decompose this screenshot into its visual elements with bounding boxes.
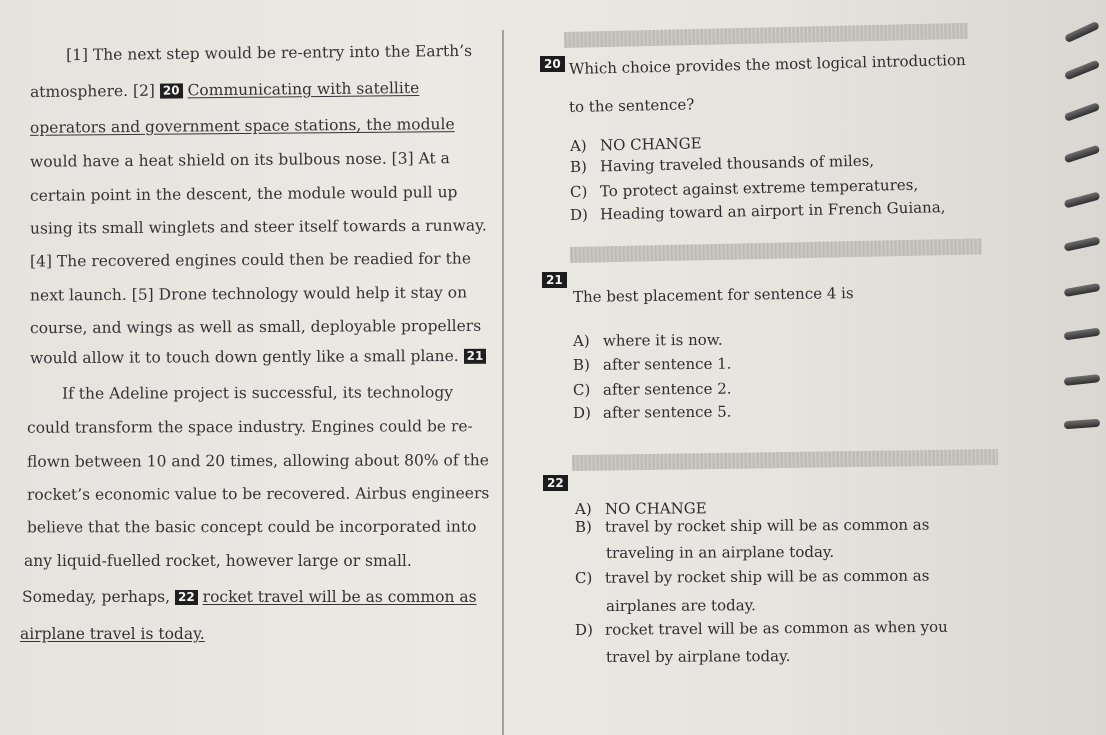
answer-option-a[interactable]: A) where it is now. xyxy=(572,330,723,350)
passage-line: would allow it to touch down gently like a small plane. 21 xyxy=(30,347,486,367)
answer-option-b[interactable]: B) Having traveled thousands of miles, xyxy=(569,151,875,176)
passage-line: would have a heat shield on its bulbous nose. [3] At a xyxy=(29,149,450,171)
reading-passage xyxy=(0,0,500,735)
answer-option-d[interactable]: D) Heading toward an airport in French Guiana, xyxy=(569,198,946,224)
answer-option-c[interactable]: C) travel by rocket ship will be as common as xyxy=(574,566,930,587)
answer-option-b[interactable]: B) travel by rocket ship will be as common as xyxy=(574,515,930,536)
passage-line: any liquid-fuelled rocket, however large or small. xyxy=(24,552,412,570)
answer-option-d[interactable]: D) rocket travel will be as common as when you xyxy=(574,617,948,639)
passage-line: [4] The recovered engines could then be readied for the xyxy=(29,249,472,271)
binding-ring xyxy=(1064,374,1101,386)
answer-option-b-cont: traveling in an airplane today. xyxy=(605,542,835,562)
passage-line: If the Adeline project is successful, its technology xyxy=(61,383,454,403)
answer-option-a[interactable]: A) NO CHANGE xyxy=(574,499,707,518)
question-prompt: to the sentence? xyxy=(568,95,695,116)
passage-line: rocket’s economic value to be recovered. Airbus engineers xyxy=(26,484,490,504)
question-header-bar xyxy=(572,449,998,471)
question-prompt: Which choice provides the most logical introduction xyxy=(568,51,966,78)
passage-line: believe that the basic concept could be incorporated into xyxy=(26,517,477,537)
question-header-bar xyxy=(564,23,968,48)
binding-ring xyxy=(1064,283,1101,297)
question-marker-22[interactable]: 22 xyxy=(175,590,198,605)
answer-option-d-cont: travel by airplane today. xyxy=(605,647,791,666)
question-number-21: 21 xyxy=(542,272,567,288)
passage-line: using its small winglets and steer itself towards a runway. xyxy=(29,216,487,238)
binding-ring xyxy=(1064,328,1101,341)
question-number-22: 22 xyxy=(543,475,568,491)
underlined-text-22-cont[interactable]: airplane travel is today. xyxy=(20,625,205,643)
passage-line: atmosphere. [2] 20 Communicating with satellite xyxy=(29,78,420,102)
answer-option-c[interactable]: C) To protect against extreme temperatures, xyxy=(569,175,919,201)
answer-option-c-cont: airplanes are today. xyxy=(605,596,756,615)
question-marker-20[interactable]: 20 xyxy=(160,83,183,98)
answer-option-d[interactable]: D) after sentence 5. xyxy=(572,402,732,422)
underlined-text-20-cont[interactable]: operators and government space stations, the module xyxy=(29,115,455,137)
underlined-text-20[interactable]: Communicating with satellite xyxy=(187,78,420,100)
passage-line: certain point in the descent, the module would pull up xyxy=(29,183,458,205)
question-header-bar xyxy=(570,238,982,263)
passage-line: course, and wings as well as small, deployable propellers xyxy=(29,316,482,338)
answer-option-a[interactable]: A) NO CHANGE xyxy=(569,134,702,155)
answer-option-c[interactable]: C) after sentence 2. xyxy=(572,379,732,399)
spiral-binding xyxy=(1056,0,1106,735)
passage-line: [1] The next step would be re-entry into the Earth’s xyxy=(65,41,473,65)
underlined-text-22[interactable]: rocket travel will be as common as xyxy=(202,588,477,606)
binding-ring xyxy=(1064,191,1101,208)
binding-ring xyxy=(1064,21,1100,43)
question-prompt: The best placement for sentence 4 is xyxy=(572,284,854,306)
passage-line: Someday, perhaps, 22 rocket travel will be as common as xyxy=(22,588,477,606)
column-divider xyxy=(502,30,504,735)
binding-ring xyxy=(1064,419,1100,429)
passage-line: could transform the space industry. Engines could be re- xyxy=(26,417,473,437)
question-marker-21[interactable]: 21 xyxy=(464,349,487,364)
answer-option-b[interactable]: B) after sentence 1. xyxy=(572,354,732,374)
binding-ring xyxy=(1064,236,1101,251)
binding-ring xyxy=(1064,60,1100,81)
passage-line: next launch. [5] Drone technology would help it stay on xyxy=(29,283,468,305)
question-number-20: 20 xyxy=(540,56,565,72)
binding-ring xyxy=(1064,145,1101,164)
binding-ring xyxy=(1064,102,1101,122)
passage-line: flown between 10 and 20 times, allowing about 80% of the xyxy=(26,451,489,471)
